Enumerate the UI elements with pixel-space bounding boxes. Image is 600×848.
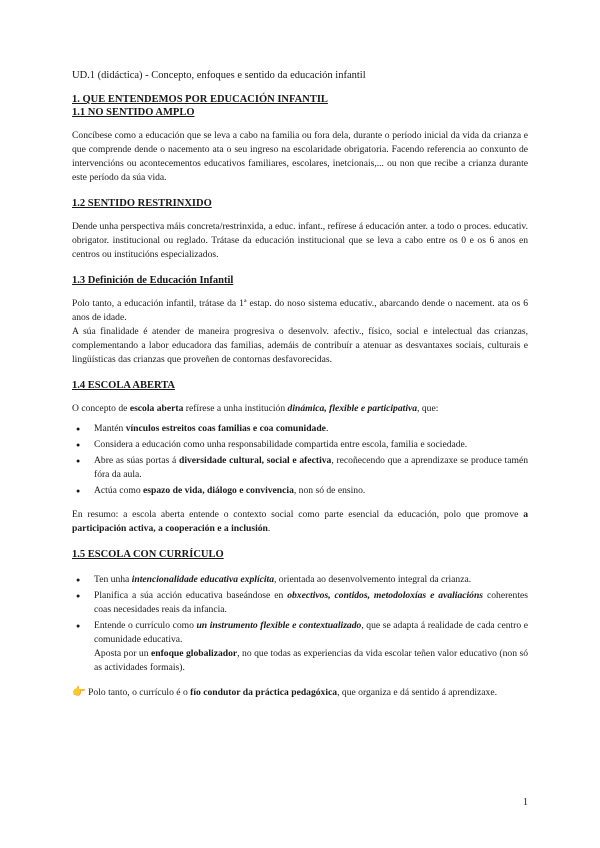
- section-1-2-paragraph: Dende unha perspectiva máis concreta/restrinxida, a educ. infant., refírese á educación anter. a todo o proces. educativ. obrigator. institucional ou reglado. Trátase da educación institucional que se leva a cabo entre os 0 e os 6 anos en centros ou institucións especializados.: [72, 221, 528, 260]
- item-bold-italic: obxectivos, contidos, metodoloxías e avaliacións: [287, 590, 484, 601]
- item-bold-italic: intencionalidade educativa explícita: [131, 574, 274, 585]
- section-1-1-paragraph: Concíbese como a educación que se leva a cabo na familia ou fora dela, durante o período inicial da vida da crianza e que comprende dende o nacemento ata o seu ingreso na escolaridade obrigatoria. Facendo referencia ao conxunto de intervencións ou acontecementos educativos familiares, escolares, inetcionais,... ou non que recibe a crianza durante este período da súa vida.: [72, 130, 528, 183]
- item-text: .: [325, 423, 329, 434]
- item-text: Actúa como: [94, 485, 144, 496]
- section-1-1-title: 1.1 NO SENTIDO AMPLO: [72, 107, 195, 118]
- summary-text: .: [267, 523, 271, 534]
- section-1-5-final: [72, 685, 528, 700]
- item-text: Entende o currículo como: [94, 620, 197, 631]
- item-bold: espazo de vida, diálogo e convivencia: [143, 485, 294, 496]
- item-text: Ten unha: [94, 574, 132, 585]
- section-1-4: [72, 379, 528, 536]
- final-bold: fío condutor da práctica pedagóxica: [190, 687, 338, 698]
- section-1-3-paragraph-2: A súa finalidade é atender de maneira progresiva o desenvolv. afectiv., físico, social e intelectual das crianzas, complementando a labor educadora das familias, ademáis de contribuír a atenuar as desvantaxes sociais, culturais e lingüísticas das crianzas que proveñen de contornas desfavorecidas.: [72, 326, 528, 365]
- section-1-3: [72, 274, 528, 367]
- page-number: 1: [523, 797, 528, 808]
- item-text: , recoñecendo que a aprendizaxe se produce tamén fóra da aula.: [94, 455, 529, 480]
- section-1-4-intro: [72, 402, 528, 416]
- section-1-4-title: 1.4 ESCOLA ABERTA: [72, 380, 176, 391]
- item-text: , no que todas as experiencias da vida escolar teñen valor educativo (non só as actividades formais).: [94, 648, 529, 673]
- section-1-2-title: 1.2 SENTIDO RESTRINXIDO: [72, 198, 212, 209]
- intro-text: O concepto de: [72, 403, 130, 414]
- item-text: coherentes coas necesidades reais da infancia.: [94, 590, 528, 615]
- item-text: Aposta por un: [94, 648, 151, 659]
- document-header: UD.1 (didáctica) - Concepto, enfoques e sentido da educación infantil: [72, 70, 366, 81]
- item-text: , que se adapta á realidade de cada centro e comunidade educativa.: [94, 620, 528, 645]
- item-bold: enfoque globalizador: [151, 648, 238, 659]
- intro-text: , que:: [417, 403, 439, 414]
- section-1-3-title: 1.3 Definición de Educación Infantil: [72, 275, 234, 286]
- section-1-5: [72, 548, 528, 700]
- section-1-4-summary: [72, 508, 528, 536]
- item-text: Abre as súas portas á: [94, 455, 179, 466]
- section-1-3-paragraph-1: Polo tanto, a educación infantil, trátase da 1ª estap. do noso sistema educativ., abarcando dende o nacement. ata os 6 anos de idade.: [72, 298, 528, 323]
- section-1-title: 1. QUE ENTENDEMOS POR EDUCACIÓN INFANTIL: [72, 94, 328, 105]
- section-1-2: [72, 197, 528, 262]
- item-text: , orientada ao desenvolvemento integral da crianza.: [274, 574, 472, 585]
- intro-text: refírese a unha institución: [183, 403, 288, 414]
- item-text: , non só de ensino.: [293, 485, 366, 496]
- list-item: [72, 454, 528, 482]
- list-item: [72, 619, 528, 675]
- section-1-5-title: 1.5 ESCOLA CON CURRÍCULO: [72, 549, 224, 560]
- intro-bold-italic: dinámica, flexible e participativa: [287, 403, 418, 414]
- item-text: Planifica a súa acción educativa baseándose en: [94, 590, 288, 601]
- item-text: Mantén: [94, 423, 126, 434]
- pointing-hand-icon: 👉: [72, 686, 86, 698]
- item-text: Considera a educación como unha responsabilidade compartida entre escola, familia e sociedade.: [94, 439, 468, 450]
- section-1: [72, 93, 528, 185]
- final-text: , que organiza e dá sentido á aprendizaxe.: [337, 687, 498, 698]
- list-item: [72, 422, 528, 436]
- summary-text: En resumo: a escola aberta entende o contexto social como parte esencial da educación, polo que promove: [72, 509, 524, 520]
- final-text: Polo tanto, o currículo é o: [85, 687, 191, 698]
- intro-bold: escola aberta: [129, 403, 184, 414]
- section-1-5-list: [72, 573, 528, 675]
- section-1-4-list: [72, 422, 528, 498]
- item-bold: vínculos estreitos coas familias e coa comunidade: [125, 423, 326, 434]
- list-item: [72, 573, 528, 587]
- item-bold: diversidade cultural, social e afectiva: [178, 455, 332, 466]
- item-bold-italic: un instrumento flexible e contextualizado: [196, 620, 362, 631]
- list-item: [72, 438, 528, 452]
- list-item: [72, 589, 528, 617]
- list-item: [72, 484, 528, 498]
- summary-bold: a participación activa, a cooperación e a inclusión: [72, 509, 528, 534]
